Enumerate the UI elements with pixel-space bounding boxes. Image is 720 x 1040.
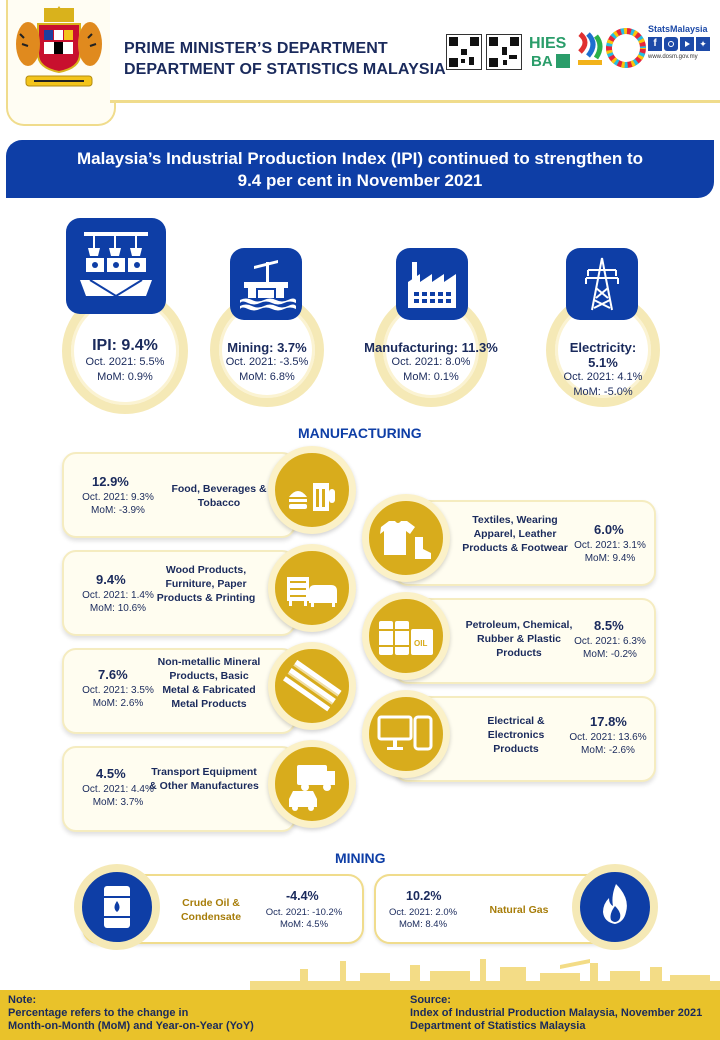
sdg-wheel (606, 28, 646, 68)
census-logo (574, 30, 606, 68)
apparel-icon (369, 501, 443, 575)
power-tower-icon (566, 248, 638, 320)
mfg-circle-electronics (362, 690, 450, 778)
svg-text:BA: BA (531, 53, 553, 70)
mfg-pct-wood: 9.4% (96, 572, 126, 587)
mining-label-natural-gas: Natural Gas (489, 904, 549, 916)
mining-pct-crude-oil: -4.4% (286, 889, 319, 903)
mfg-circle-metal (268, 642, 356, 730)
facebook-icon[interactable]: f (648, 37, 662, 51)
youtube-icon[interactable] (680, 37, 694, 51)
mfg-mom-metal: MoM: 2.6% (92, 698, 144, 709)
stat-icon-box-manufacturing (396, 248, 468, 320)
stat-oct-mining: Oct. 2021: -3.5% (225, 356, 309, 368)
source-line-2: Department of Statistics Malaysia (410, 1020, 586, 1032)
factory-icon (396, 248, 468, 320)
mfg-pct-electronics: 17.8% (590, 714, 627, 729)
mfg-oct-electronics: Oct. 2021: 13.6% (569, 732, 647, 743)
stat-icon-box-mining (230, 248, 302, 320)
svg-text:HIES: HIES (529, 35, 567, 52)
source-title: Source: (410, 994, 451, 1006)
statsmalaysia-label: StatsMalaysia (648, 24, 708, 34)
mining-pct-natural-gas: 10.2% (406, 889, 442, 903)
qr-code-1[interactable] (446, 34, 482, 70)
mfg-pct-petroleum: 8.5% (594, 618, 624, 633)
stat-mom-ipi: MoM: 0.9% (97, 371, 153, 383)
mfg-label-electronics: Electrical & Electronics Products (487, 715, 545, 755)
stat-title-electricity: Electricity: 5.1% (569, 340, 637, 370)
stat-title-mining: Mining: 3.7% (227, 340, 307, 355)
mfg-label-transport: Transport Equipment & Other Manufactures (149, 766, 259, 792)
note-line-1: Percentage refers to the change in (8, 1007, 189, 1019)
mfg-circle-transport (268, 740, 356, 828)
mfg-circle-food (268, 446, 356, 534)
note-line-2: Month-on-Month (MoM) and Year-on-Year (YoY) (8, 1020, 254, 1032)
vehicles-icon (275, 747, 349, 821)
coat-of-arms-icon (8, 0, 110, 110)
mfg-label-textiles: Textiles, Wearing Apparel, Leather Products & Footwear (462, 514, 568, 554)
assembly-line-icon (66, 218, 166, 314)
mfg-mom-food: MoM: -3.9% (91, 505, 145, 516)
hies-logo-icon (528, 30, 574, 72)
mfg-mom-textiles: MoM: 9.4% (584, 553, 636, 564)
mfg-label-metal: Non-metallic Mineral Products, Basic Metal & Fabricated Metal Products (157, 656, 261, 710)
mfg-oct-food: Oct. 2021: 9.3% (82, 492, 154, 503)
mining-oct-crude-oil: Oct. 2021: -10.2% (265, 907, 343, 918)
crest-panel (6, 0, 116, 126)
mfg-oct-wood: Oct. 2021: 1.4% (82, 590, 154, 601)
source-line-1: Index of Industrial Production Malaysia, November 2021 (410, 1007, 703, 1019)
oil-rig-icon (230, 248, 302, 320)
flame-icon (580, 872, 650, 942)
oil-drums-icon (369, 599, 443, 673)
mining-label-crude-oil: Crude Oil & Condensate (180, 897, 242, 923)
stat-title-manufacturing: Manufacturing: 11.3% (364, 340, 498, 355)
manufacturing-title: MANUFACTURING (298, 425, 422, 441)
mfg-pct-transport: 4.5% (96, 766, 126, 781)
dept-line-2: DEPARTMENT OF STATISTICS MALAYSIA (124, 61, 446, 78)
note-title: Note: (8, 994, 37, 1006)
stat-icon-box-ipi (66, 218, 166, 314)
stat-icon-box-electricity (566, 248, 638, 320)
stat-mom-electricity: MoM: -5.0% (573, 386, 633, 398)
stat-oct-electricity: Oct. 2021: 4.1% (563, 371, 643, 383)
sdg-wheel-icon (606, 28, 646, 68)
mfg-circle-petroleum (362, 592, 450, 680)
headline-banner (6, 140, 714, 198)
mfg-mom-petroleum: MoM: -0.2% (583, 649, 637, 660)
instagram-icon[interactable] (664, 37, 678, 51)
website-text[interactable]: www.dosm.gov.my (648, 54, 698, 60)
oil-barrel-icon (82, 872, 152, 942)
headline-line-1: Malaysia’s Industrial Production Index (IPI) continued to strengthen to (76, 149, 644, 168)
qr-code-2[interactable] (486, 34, 522, 70)
mining-mom-natural-gas: MoM: 8.4% (398, 919, 448, 930)
stat-mom-mining: MoM: 6.8% (239, 371, 295, 383)
mfg-label-petroleum: Petroleum, Chemical, Rubber & Plastic Products (465, 619, 573, 659)
mining-mom-crude-oil: MoM: 4.5% (279, 919, 329, 930)
mfg-oct-petroleum: Oct. 2021: 6.3% (574, 636, 646, 647)
stat-oct-ipi: Oct. 2021: 5.5% (85, 356, 165, 368)
dept-line-1: PRIME MINISTER’S DEPARTMENT (124, 40, 388, 57)
mfg-pct-metal: 7.6% (98, 667, 128, 682)
mfg-mom-wood: MoM: 10.6% (89, 603, 147, 614)
mfg-pct-textiles: 6.0% (594, 522, 624, 537)
mining-circle-natural-gas (572, 864, 658, 950)
industrial-skyline-graphic (0, 955, 720, 991)
svg-text:OIL: OIL (414, 639, 428, 648)
food-beverage-icon (275, 453, 349, 527)
mfg-circle-textiles (362, 494, 450, 582)
hies-logo (528, 30, 574, 72)
headline-line-2: 9.4 per cent in November 2021 (237, 171, 483, 190)
mfg-oct-metal: Oct. 2021: 3.5% (82, 685, 154, 696)
mfg-label-wood: Wood Products, Furniture, Paper Products & Printing (156, 564, 256, 604)
mfg-pct-food: 12.9% (92, 474, 129, 489)
stat-oct-manufacturing: Oct. 2021: 8.0% (391, 356, 471, 368)
mfg-mom-transport: MoM: 3.7% (92, 797, 144, 808)
mfg-oct-transport: Oct. 2021: 4.4% (82, 784, 154, 795)
furniture-icon (275, 551, 349, 625)
footer-bar (0, 990, 720, 1040)
twitter-icon[interactable]: ✦ (696, 37, 710, 51)
mfg-label-food: Food, Beverages & Tobacco (171, 483, 267, 509)
social-icons (648, 37, 714, 51)
stat-title-ipi: IPI: 9.4% (92, 337, 158, 354)
statsmalaysia-logo (648, 24, 714, 60)
mining-title: MINING (335, 850, 386, 866)
mfg-circle-wood (268, 544, 356, 632)
metal-beams-icon (275, 649, 349, 723)
electronics-icon (369, 697, 443, 771)
census-logo-icon (574, 30, 606, 68)
stat-mom-manufacturing: MoM: 0.1% (403, 371, 459, 383)
mining-oct-natural-gas: Oct. 2021: 2.0% (388, 907, 458, 918)
mfg-oct-textiles: Oct. 2021: 3.1% (574, 540, 646, 551)
mfg-mom-electronics: MoM: -2.6% (581, 745, 635, 756)
mining-circle-crude-oil (74, 864, 160, 950)
